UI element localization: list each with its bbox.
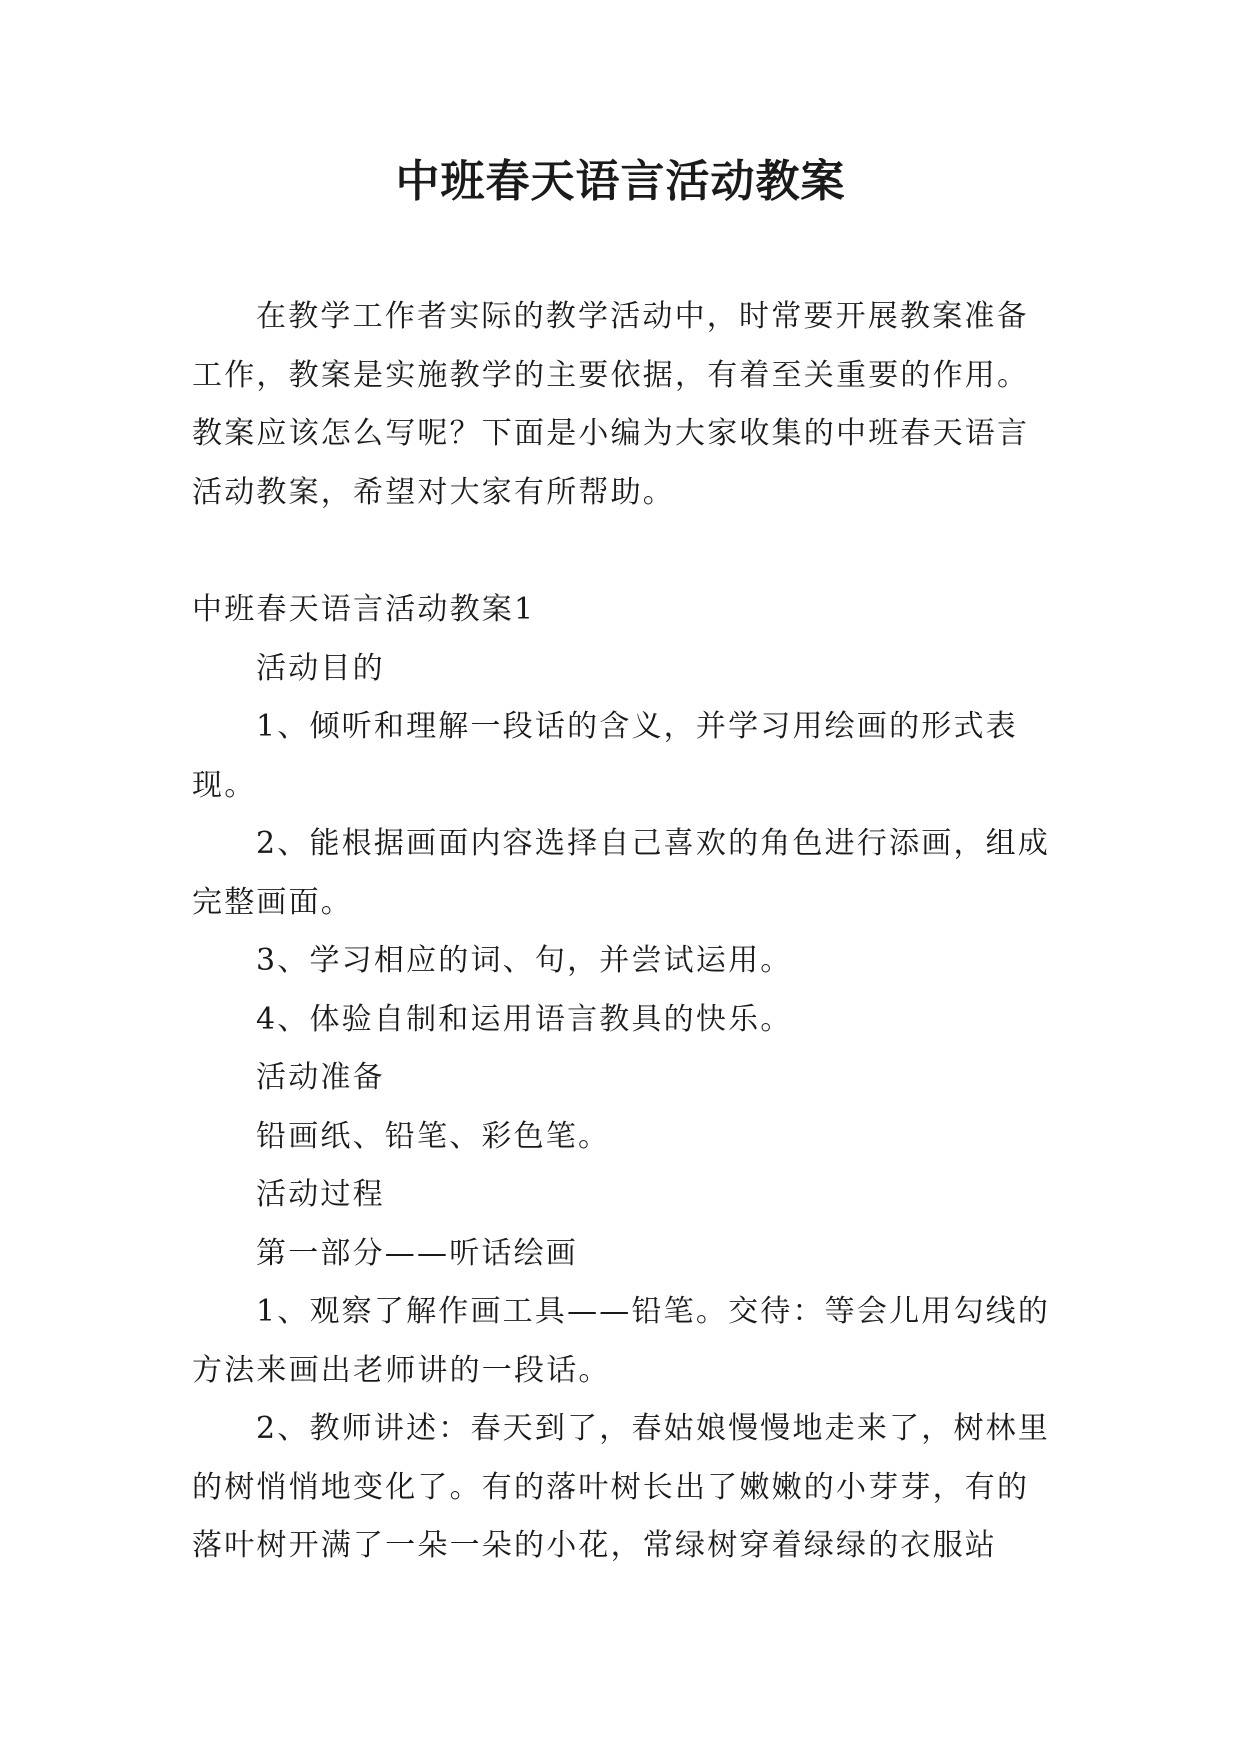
objective-item: 3、学习相应的词、句，并尝试运用。 xyxy=(256,943,793,978)
objective-heading: 活动目的 xyxy=(256,650,385,686)
preparation-text: 铅画纸、铅笔、彩色笔。 xyxy=(256,1118,611,1154)
part1-heading: 第一部分——听话绘画 xyxy=(256,1235,578,1271)
preparation-heading: 活动准备 xyxy=(256,1060,385,1095)
objective-item: 4、体验自制和运用语言教具的快乐。 xyxy=(256,1001,793,1037)
objective-item: 1、倾听和理解一段话的含义，并学习用绘画的形式表现。 xyxy=(192,709,1018,803)
intro-paragraph: 在教学工作者实际的教学活动中，时常要开展教案准备工作，教案是实施教学的主要依据，有着至关重要的作用。教案应该怎么写呢？下面是小编为大家收集的中班春天语言活动教案，希望对大家有所帮助。 xyxy=(192,299,1030,510)
document-title: 中班春天语言活动教案 xyxy=(395,156,846,207)
process-step: 2、教师讲述：春天到了，春姑娘慢慢地走来了，树林里的树悄悄地变化了。有的落叶树长出了嫩嫩的小芽芽，有的落叶树开满了一朵一朵的小花，常绿树穿着绿绿的衣服站 xyxy=(192,1411,1051,1563)
objective-item: 2、能根据画面内容选择自己喜欢的角色进行添画，组成完整画面。 xyxy=(192,826,1051,920)
section-title: 中班春天语言活动教案1 xyxy=(192,592,536,627)
process-step: 1、观察了解作画工具——铅笔。交待：等会儿用勾线的方法来画出老师讲的一段话。 xyxy=(192,1294,1051,1388)
document-body xyxy=(192,288,1058,1576)
process-heading: 活动过程 xyxy=(256,1177,385,1212)
